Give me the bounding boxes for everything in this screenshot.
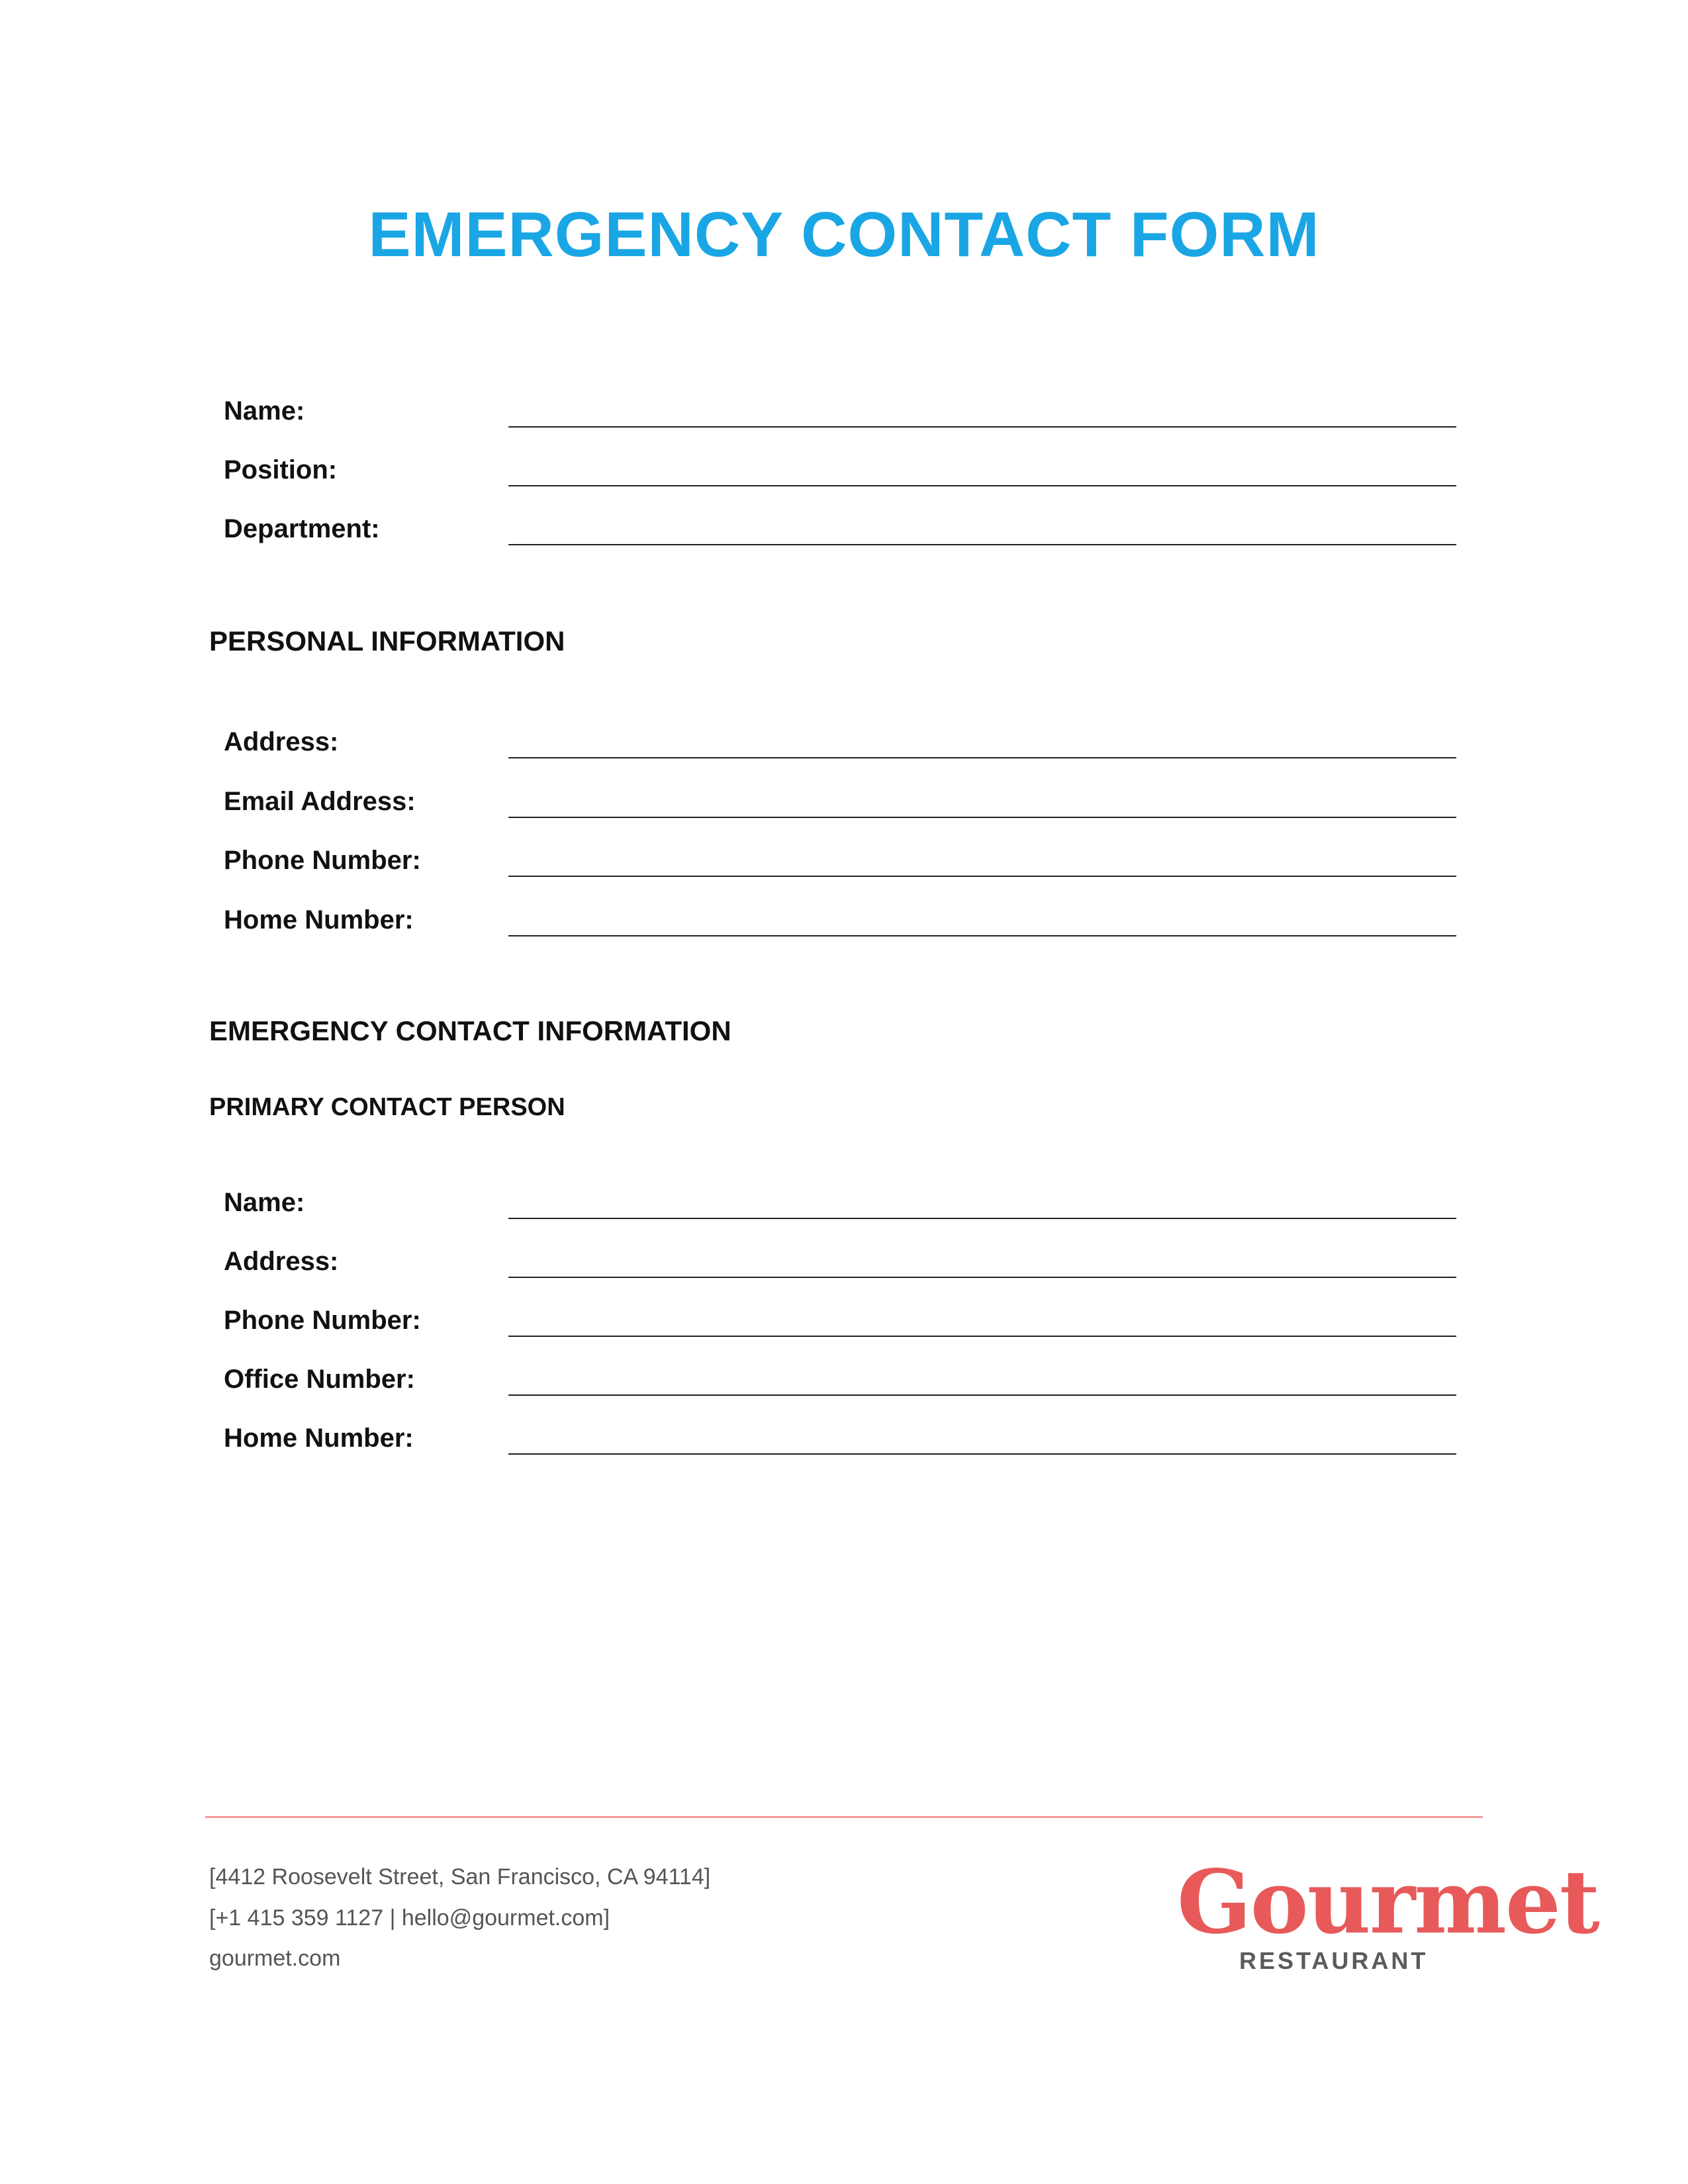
contact-name-field[interactable] xyxy=(508,1195,1456,1219)
employee-name-row xyxy=(224,390,1456,437)
field-label: Phone Number: xyxy=(224,1306,421,1335)
employee-name-field[interactable] xyxy=(508,404,1456,428)
form-title: EMERGENCY CONTACT FORM xyxy=(368,199,1320,270)
contact-phone-field[interactable] xyxy=(508,1313,1456,1337)
contact-home-row xyxy=(224,1418,1456,1464)
contact-address-field[interactable] xyxy=(508,1254,1456,1278)
primary-contact-heading: PRIMARY CONTACT PERSON xyxy=(209,1093,565,1121)
personal-home-row xyxy=(224,899,1456,946)
personal-phone-row xyxy=(224,840,1456,886)
field-label: Address: xyxy=(224,727,339,756)
personal-email-row xyxy=(224,781,1456,827)
contact-office-field[interactable] xyxy=(508,1372,1456,1396)
footer-contact: [+1 415 359 1127 | hello@gourmet.com] xyxy=(209,1905,610,1931)
employee-department-field[interactable] xyxy=(508,522,1456,545)
field-label: Phone Number: xyxy=(224,846,421,875)
logo-tagline: RESTAURANT xyxy=(1239,1947,1429,1974)
field-label: Address: xyxy=(224,1247,339,1276)
emergency-info-heading: EMERGENCY CONTACT INFORMATION xyxy=(209,1015,731,1046)
contact-name-row xyxy=(224,1182,1456,1228)
field-label: Email Address: xyxy=(224,787,416,816)
contact-phone-row xyxy=(224,1300,1456,1346)
field-label: Name: xyxy=(224,396,305,426)
field-label: Name: xyxy=(224,1188,305,1217)
contact-office-row xyxy=(224,1359,1456,1405)
footer-website: gourmet.com xyxy=(209,1946,341,1971)
personal-phone-field[interactable] xyxy=(508,853,1456,877)
employee-department-row xyxy=(224,508,1456,555)
personal-address-field[interactable] xyxy=(508,735,1456,758)
contact-home-field[interactable] xyxy=(508,1431,1456,1455)
field-label: Department: xyxy=(224,514,380,543)
logo-wordmark: Gourmet xyxy=(1177,1851,1599,1954)
employee-position-field[interactable] xyxy=(508,463,1456,486)
footer-divider xyxy=(205,1816,1483,1818)
personal-address-row xyxy=(224,721,1456,768)
contact-address-row xyxy=(224,1241,1456,1287)
personal-email-field[interactable] xyxy=(508,794,1456,818)
field-label: Home Number: xyxy=(224,905,414,934)
gourmet-logo xyxy=(1165,1851,1599,1979)
field-label: Office Number: xyxy=(224,1365,415,1394)
personal-home-field[interactable] xyxy=(508,913,1456,936)
employee-position-row xyxy=(224,449,1456,496)
field-label: Position: xyxy=(224,455,338,484)
footer-address: [4412 Roosevelt Street, San Francisco, CA 94114] xyxy=(209,1864,711,1889)
personal-info-heading: PERSONAL INFORMATION xyxy=(209,625,565,657)
field-label: Home Number: xyxy=(224,1424,414,1453)
